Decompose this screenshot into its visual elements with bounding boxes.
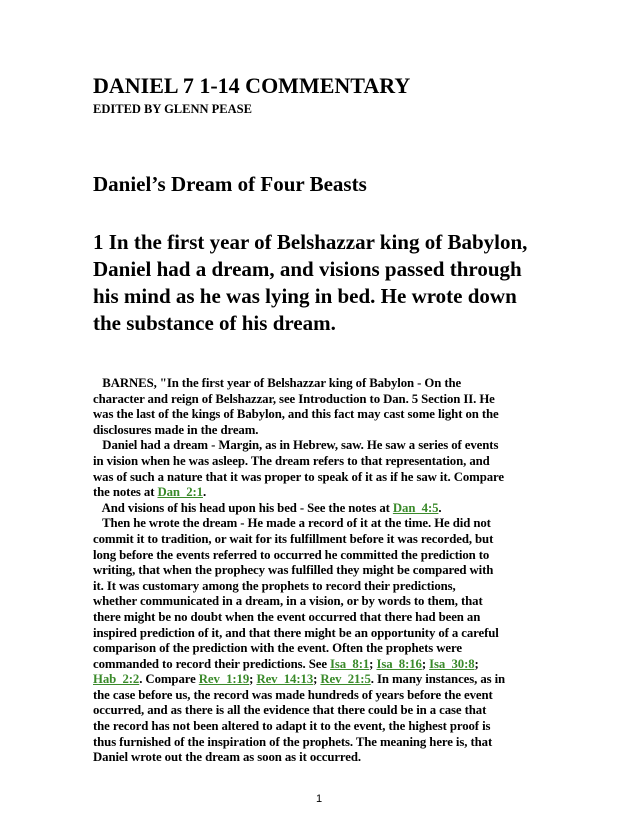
commentary-line: thus furnished of the inspiration of the prophets. The meaning here is, that [93,734,493,749]
commentary-line: comparison of the prediction with the event. Often the prophets were [93,641,462,656]
commentary-text: And visions of his head upon his bed - See the notes at [93,500,393,515]
commentary-line: was of such a nature that it was proper to speak of it as if he saw it. Compare [93,469,504,484]
commentary-line [93,672,548,688]
commentary-text: ; [249,672,257,687]
document-editor-line: EDITED BY GLENN PEASE [93,102,252,116]
commentary-line: there might be no doubt when the event occurred that there had been an [93,609,481,624]
commentary-line: occurred, and as there is all the evidence that there could be in a case that [93,703,487,718]
commentary-line: long before the events referred to occurred he committed the prediction to [93,547,490,562]
commentary-line [93,657,548,673]
barnes-commentary [93,376,548,766]
section-heading: Daniel’s Dream of Four Beasts [93,172,367,196]
commentary-text: ; [474,656,479,671]
commentary-line: whether communicated in a dream, in a vision, or by words to them, that [93,594,483,609]
commentary-line [93,501,548,517]
commentary-text: ; [369,656,377,671]
commentary-line: commit it to tradition, or wait for its fulfillment before it was recorded, but [93,531,494,546]
verse-line: 1 In the first year of Belshazzar king of Babylon, [93,230,528,254]
commentary-text: ; [313,672,321,687]
scripture-link-isa-8-1[interactable]: Isa_8:1 [330,656,370,671]
page-number: 1 [315,793,323,805]
commentary-text: . [438,500,442,515]
verse-line: his mind as he was lying in bed. He wrote down [93,284,517,308]
commentary-line: writing, that when the prophecy was fulfilled they might be compared with [93,563,494,578]
document-title: DANIEL 7 1-14 COMMENTARY [93,73,411,98]
scripture-link-isa-30-8[interactable]: Isa_30:8 [429,656,475,671]
scripture-link-rev-14-13[interactable]: Rev_14:13 [256,672,314,687]
commentary-line: was the last of the kings of Babylon, and this fact may cast some light on the [93,407,499,422]
verse-text [93,229,553,337]
commentary-line: the case before us, the record was made hundreds of years before the event [93,687,493,702]
commentary-line: in vision when he was asleep. The dream refers to that representation, and [93,453,490,468]
scripture-link-dan-4-5[interactable]: Dan_4:5 [392,500,439,515]
scripture-link-rev-1-19[interactable]: Rev_1:19 [198,672,250,687]
scripture-link-rev-21-5[interactable]: Rev_21:5 [320,672,371,687]
commentary-line: it. It was customary among the prophets to record their predictions, [93,578,456,593]
commentary-text: commanded to record their predictions. See [93,656,331,671]
commentary-text: . Compare [139,672,199,687]
scripture-link-hab-2-2[interactable]: Hab_2:2 [93,672,140,687]
commentary-line: Then he wrote the dream - He made a record of it at the time. He did not [93,516,491,531]
commentary-text: ; [421,656,430,671]
verse-line: Daniel had a dream, and visions passed through [93,257,522,281]
commentary-line [93,485,548,501]
commentary-line: inspired prediction of it, and that there might be an opportunity of a careful [93,625,499,640]
commentary-text: . [202,485,207,500]
commentary-line: character and reign of Belshazzar, see Introduction to Dan. 5 Section II. He [93,391,495,406]
scripture-link-isa-8-16[interactable]: Isa_8:16 [376,656,422,671]
commentary-line: the record has not been altered to adapt it to the event, the highest proof is [93,719,491,734]
commentary-text: the notes at [93,485,158,500]
commentary-text: . In many instances, as in [370,672,506,687]
commentary-line: BARNES, "In the first year of Belshazzar king of Babylon - On the [93,376,462,390]
scripture-link-dan-2-1[interactable]: Dan_2:1 [157,485,203,500]
commentary-line: Daniel wrote out the dream as soon as it occurred. [93,750,361,765]
verse-line: the substance of his dream. [93,311,336,335]
commentary-line: disclosures made in the dream. [93,422,259,437]
commentary-line: Daniel had a dream - Margin, as in Hebrew, saw. He saw a series of events [93,438,499,453]
